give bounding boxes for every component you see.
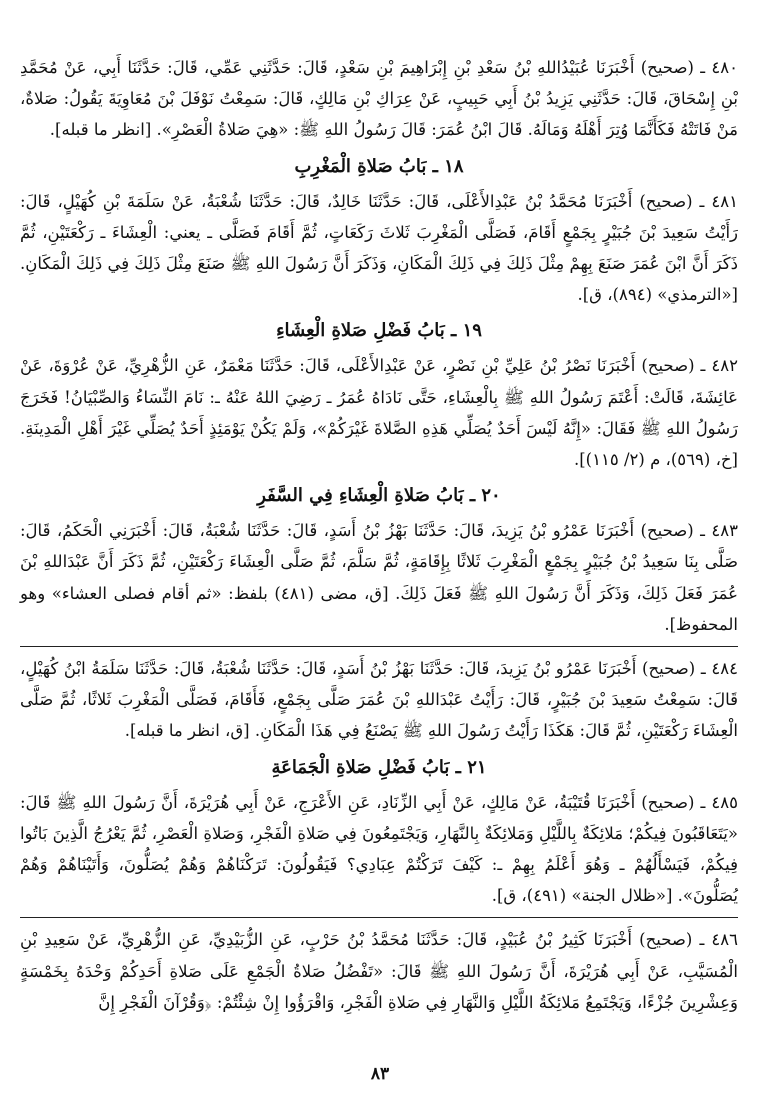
chapter-heading: ٢١ ـ بَابُ فَضْلِ صَلاةِ الْجَمَاعَةِ — [271, 756, 487, 778]
chapter-heading: ١٩ ـ بَابُ فَضْلِ صَلاةِ الْعِشَاءِ — [276, 320, 482, 342]
hadith-paragraph: ٤٨٠ ـ (صحيح) أَخْبَرَنَا عُبَيْدُاللهِ بْنُ سَعْدِ بْنِ إِبْرَاهِيمَ بْنِ سَعْدٍ، قَالَ: حَدَّثَنِي عَمِّي، قَالَ: حَدَّثَنَا أَبِي، عَنْ مُحَمَّدِ بْنِ إِسْحَاقَ، قَالَ: حَدَّثَنِي يَزِيدُ بْنُ أَبِي حَبِيبٍ، عَنْ عِرَاكِ بْنِ مَالِكٍ، قَالَ: سَمِعْتُ نَوْفَلَ بْنَ مُعَاوِيَةَ يَقُولُ: صَلاةٌ، مَنْ فَاتَتْهُ فَكَأَنَّمَا وُتِرَ أَهْلَهُ وَمَالَهُ. قَالَ ابْنُ عُمَرَ: قَالَ رَسُولُ اللهِ ﷺ: «هِيَ صَلاةُ الْعَصْرِ». [انظر ما قبله]. — [20, 58, 738, 140]
hadith-paragraph: ٤٨٣ ـ (صحيح) أَخْبَرَنَا عَمْرُو بْنُ يَزِيدَ، قَالَ: حَدَّثَنَا بَهْزُ بْنُ أَسَدٍ، قَالَ: حَدَّثَنَا شُعْبَةُ، قَالَ: أَخْبَرَنِي الْحَكَمُ، قَالَ: صَلَّى بِنَا سَعِيدُ بْنُ جُبَيْرٍ بِجَمْعٍ الْمَغْرِبَ ثَلاثًا بِإِقَامَةٍ، ثُمَّ سَلَّمَ، ثُمَّ صَلَّى الْعِشَاءَ رَكْعَتَيْنِ، ثُمَّ ذَكَرَ أَنَّ عَبْدَاللهِ بْنَ عُمَرَ فَعَلَ ذَلِكَ، وَذَكَرَ أَنَّ رَسُولَ اللهِ ﷺ فَعَلَ ذَلِكَ. [ق، مضى (٤٨١) بلفظ: «ثم أقام فصلى العشاء» وهو المحفوظ]. — [20, 521, 738, 634]
divider — [20, 646, 738, 647]
hadith-paragraph: ٤٨١ ـ (صحيح) أَخْبَرَنَا مُحَمَّدُ بْنُ عَبْدِالأَعْلَى، قَالَ: حَدَّثَنَا خَالِدٌ، قَالَ: حَدَّثَنَا شُعْبَةُ، عَنْ سَلَمَةَ بْنِ كُهَيْلٍ، قَالَ: رَأَيْتُ سَعِيدَ بْنَ جُبَيْرٍ بِجَمْعٍ أَقَامَ، فَصَلَّى الْمَغْرِبَ ثَلاثَ رَكَعَاتٍ، ثُمَّ أَقَامَ فَصَلَّى ـ يعني: الْعِشَاءَ ـ رَكْعَتَيْنِ، ثُمَّ ذَكَرَ أَنَّ ابْنَ عُمَرَ صَنَعَ بِهِمْ مِثْلَ ذَلِكَ فِي ذَلِكَ الْمَكَانِ، وَذَكَرَ أَنَّ رَسُولَ اللهِ ﷺ صَنَعَ مِثْلَ ذَلِكَ فِي ذَلِكَ الْمَكَانِ. [«الترمذي» (٨٩٤)، ق]. — [20, 191, 739, 305]
chapter-heading: ٢٠ ـ بَابُ صَلاةِ الْعِشَاءِ فِي السَّفَرِ — [257, 485, 501, 507]
page-number: ٨٣ — [370, 1064, 390, 1084]
divider — [20, 917, 738, 918]
chapter-heading: ١٨ ـ بَابُ صَلاةِ الْمَغْرِبِ — [294, 155, 464, 177]
hadith-paragraph: ٤٨٥ ـ (صحيح) أَخْبَرَنَا قُتَيْبَةُ، عَنْ مَالِكٍ، عَنْ أَبِي الزِّنَادِ، عَنِ الأَعْرَجِ، عَنْ أَبِي هُرَيْرَةَ، أَنَّ رَسُولَ اللهِ ﷺ قَالَ: «يَتَعَاقَبُونَ فِيكُمْ؛ مَلائِكَةٌ بِاللَّيْلِ وَمَلائِكَةٌ بِالنَّهَارِ، وَيَجْتَمِعُونَ فِي صَلاةِ الْفَجْرِ، وَصَلاةِ الْعَصْرِ، ثُمَّ يَعْرُجُ الَّذِينَ بَاتُوا فِيكُمْ، فَيَسْأَلُهُمْ ـ وَهُوَ أَعْلَمُ بِهِمْ ـ: كَيْفَ تَرَكْتُمْ عِبَادِي؟ فَيَقُولُونَ: تَرَكْنَاهُمْ وَهُمْ يُصَلُّونَ، وَأَتَيْنَاهُمْ وَهُمْ يُصَلُّونَ». [«ظلال الجنة» (٤٩١)، ق]. — [20, 792, 738, 906]
page-content — [20, 52, 738, 1018]
hadith-paragraph: ٤٨٢ ـ (صحيح) أَخْبَرَنَا نَصْرُ بْنُ عَلِيِّ بْنِ نَصْرٍ، عَنْ عَبْدِالأَعْلَى، قَالَ: حَدَّثَنَا مَعْمَرٌ، عَنِ الزُّهْرِيِّ، عَنْ عُرْوَةَ، عَنْ عَائِشَةَ، قَالَتْ: أَعْتَمَ رَسُولُ اللهِ ﷺ بِالْعِشَاءِ، حَتَّى نَادَاهُ عُمَرُ ـ رَضِيَ اللهُ عَنْهُ ـ: نَامَ النِّسَاءُ وَالصِّبْيَانُ! فَخَرَجَ رَسُولُ اللهِ ﷺ فَقَالَ: «إِنَّهُ لَيْسَ أَحَدٌ يُصَلِّي هَذِهِ الصَّلاةَ غَيْرَكُمْ»، وَلَمْ يَكُنْ يَوْمَئِذٍ أَحَدٌ يُصَلِّي غَيْرَ أَهْلِ الْمَدِينَةِ. [خ، (٥٦٩)، م (٢/ ١١٥)]. — [20, 356, 738, 470]
hadith-paragraph: ٤٨٦ ـ (صحيح) أَخْبَرَنَا كَثِيرُ بْنُ عُبَيْدٍ، قَالَ: حَدَّثَنَا مُحَمَّدُ بْنُ حَرْبٍ، عَنِ الزُّبَيْدِيِّ، عَنِ الزُّهْرِيِّ، عَنْ سَعِيدِ بْنِ الْمُسَيَّبِ، عَنْ أَبِي هُرَيْرَةَ، أَنَّ رَسُولَ اللهِ ﷺ قَالَ: «تَفْضُلُ صَلاةُ الْجَمْعِ عَلَى صَلاةِ أَحَدِكُمْ وَحْدَهُ بِخَمْسَةٍ وَعِشْرِينَ جُزْءًا، وَيَجْتَمِعُ مَلائِكَةُ اللَّيْلِ وَالنَّهَارِ فِي صَلاةِ الْفَجْرِ، وَاقْرَؤُوا إِنْ شِئْتُمْ: ﴿وَقُرْآنَ الْفَجْرِ إِنَّ — [20, 930, 738, 1012]
hadith-paragraph: ٤٨٤ ـ (صحيح) أَخْبَرَنَا عَمْرُو بْنُ يَزِيدَ، قَالَ: حَدَّثَنَا بَهْزُ بْنُ أَسَدٍ، قَالَ: حَدَّثَنَا شُعْبَةُ، قَالَ: حَدَّثَنَا سَلَمَةُ ابْنُ كُهَيْلٍ، قَالَ: سَمِعْتُ سَعِيدَ بْنَ جُبَيْرٍ، قَالَ: رَأَيْتُ عَبْدَاللهِ بْنَ عُمَرَ صَلَّى بِجَمْعٍ، فَأَقَامَ، فَصَلَّى الْمَغْرِبَ ثَلاثًا، ثُمَّ صَلَّى الْعِشَاءَ رَكْعَتَيْنِ، ثُمَّ قَالَ: هَكَذَا رَأَيْتُ رَسُولَ اللهِ ﷺ يَصْنَعُ فِي هَذَا الْمَكَانِ. [ق، انظر ما قبله]. — [20, 659, 738, 741]
